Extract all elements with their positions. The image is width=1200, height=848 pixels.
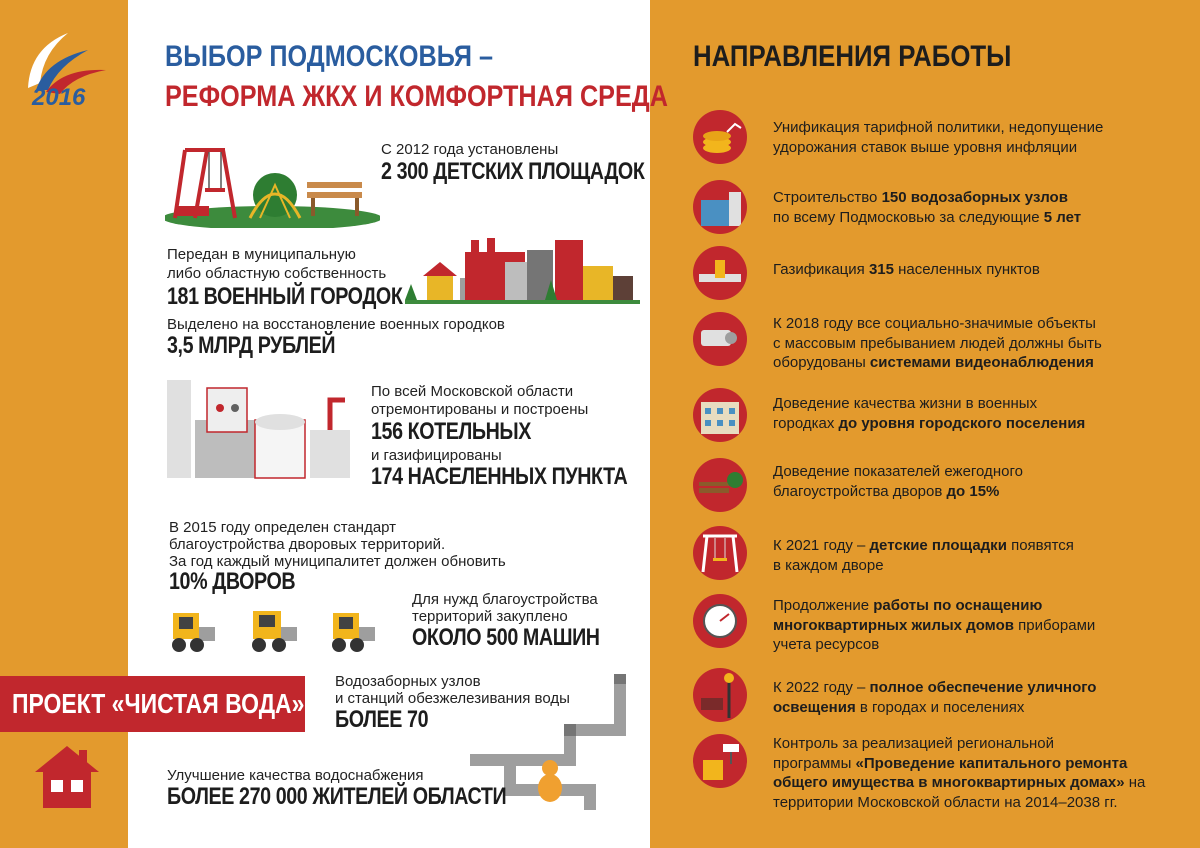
direction-item xyxy=(693,458,1193,516)
direction-text-segment: территории Московской области на 2014–2038 гг. xyxy=(773,793,1118,811)
direction-text-segment: на xyxy=(1124,774,1146,791)
yards-value: 10% ДВОРОВ xyxy=(169,568,296,595)
street-light-icon xyxy=(693,668,747,722)
direction-item xyxy=(693,312,1193,370)
direction-item xyxy=(693,110,1193,168)
boiler-illustration xyxy=(165,380,355,480)
direction-text-bold: до уровня городского поселения xyxy=(838,414,1086,432)
direction-text xyxy=(773,188,1173,227)
direction-text-segment: Доведение показателей ежегодного xyxy=(773,463,1023,480)
boilers-caption-2: отремонтированы и построены xyxy=(371,401,589,418)
direction-text-segment: К 2022 году – xyxy=(773,679,870,696)
boilers-value-2: 174 НАСЕЛЕННЫХ ПУНКТА xyxy=(371,463,628,490)
direction-text-bold: освещения xyxy=(773,698,856,716)
restoration-value: 3,5 МЛРД РУБЛЕЙ xyxy=(167,332,336,359)
direction-text-line xyxy=(773,208,1173,228)
direction-item xyxy=(693,180,1193,238)
water-nodes-caption-1: Водозаборных узлов xyxy=(335,673,481,690)
direction-text-segment: благоустройства дворов xyxy=(773,482,947,500)
direction-text-segment: в каждом дворе xyxy=(773,556,884,574)
direction-text-line xyxy=(773,536,1173,556)
direction-text-bold: 150 водозаборных узлов xyxy=(881,189,1068,206)
logo xyxy=(18,28,113,110)
direction-text-segment: с массовым пребыванием людей должны быть xyxy=(773,334,1102,352)
direction-text xyxy=(773,118,1173,157)
cctv-camera-icon xyxy=(693,312,747,366)
direction-text-line xyxy=(773,754,1173,774)
military-caption-2: либо областную собственность xyxy=(167,265,387,282)
direction-text xyxy=(773,314,1173,373)
yards-caption-2: благоустройства дворовых территорий. xyxy=(169,536,446,553)
direction-item xyxy=(693,668,1193,726)
direction-text-line xyxy=(773,334,1173,354)
coins-growth-icon xyxy=(693,110,747,164)
direction-text-line xyxy=(773,394,1173,414)
direction-text xyxy=(773,394,1173,433)
water-supply-value: БОЛЕЕ 270 000 ЖИТЕЛЕЙ ОБЛАСТИ xyxy=(167,783,507,810)
direction-text xyxy=(773,596,1173,655)
direction-text xyxy=(773,260,1173,280)
machines-caption-2: территорий закуплено xyxy=(412,608,568,625)
direction-text-line xyxy=(773,556,1173,576)
water-nodes-value: БОЛЕЕ 70 xyxy=(335,706,429,733)
direction-text-segment: приборами xyxy=(1013,616,1096,634)
direction-text-segment: Контроль за реализацией региональной xyxy=(773,735,1055,752)
logo-year: 2016 xyxy=(32,84,86,111)
direction-text-bold: 315 xyxy=(868,261,894,278)
direction-text-line xyxy=(773,138,1173,158)
water-supply-caption: Улучшение качества водоснабжения xyxy=(167,767,424,784)
boilers-caption-3: и газифицированы xyxy=(371,447,502,464)
project-banner-label: ПРОЕКТ «ЧИСТАЯ ВОДА» xyxy=(12,688,305,719)
direction-text xyxy=(773,462,1173,501)
direction-text-segment: К 2021 году – xyxy=(773,537,870,554)
direction-text-segment: по всему Подмосковью за следующие xyxy=(773,208,1044,226)
direction-text-bold: системами видеонаблюдения xyxy=(869,354,1094,371)
direction-text-line xyxy=(773,734,1173,754)
direction-text-segment: Доведение качества жизни в военных xyxy=(773,395,1038,412)
meter-gauge-icon xyxy=(693,594,747,648)
direction-text-segment: городках xyxy=(773,414,839,432)
direction-text-segment: в городах и поселениях xyxy=(855,698,1025,716)
military-value: 181 ВОЕННЫЙ ГОРОДОК xyxy=(167,283,403,310)
direction-item xyxy=(693,388,1193,446)
paint-roller-icon xyxy=(693,734,747,788)
direction-text-line xyxy=(773,118,1173,138)
direction-text-line xyxy=(773,596,1173,616)
direction-text-bold: 5 лет xyxy=(1043,208,1082,226)
page-title-line2: РЕФОРМА ЖКХ И КОМФОРТНАЯ СРЕДА xyxy=(165,80,668,113)
direction-text-line xyxy=(773,314,1173,334)
direction-text-line xyxy=(773,698,1173,718)
direction-text-line xyxy=(773,635,1173,655)
apartment-building-icon xyxy=(693,388,747,442)
direction-text-line xyxy=(773,260,1173,280)
direction-text-line xyxy=(773,482,1173,502)
direction-text-line xyxy=(773,462,1173,482)
gas-pipe-icon xyxy=(693,246,747,300)
direction-text-line xyxy=(773,414,1173,434)
direction-text-segment: Строительство xyxy=(773,189,882,206)
direction-text-segment: программы xyxy=(773,754,856,772)
direction-text-line xyxy=(773,678,1173,698)
water-intake-icon xyxy=(693,180,747,234)
direction-text-bold: до 15% xyxy=(946,482,1000,500)
direction-text xyxy=(773,536,1173,575)
city-illustration xyxy=(405,236,640,304)
page-title-line1: ВЫБОР ПОДМОСКОВЬЯ – xyxy=(165,40,493,73)
machines-caption-1: Для нужд благоустройства xyxy=(412,591,598,608)
direction-text-line xyxy=(773,793,1173,813)
playgrounds-caption: С 2012 года установлены xyxy=(381,141,559,158)
military-caption-1: Передан в муниципальную xyxy=(167,246,356,263)
swing-icon xyxy=(693,526,747,580)
project-banner xyxy=(0,676,305,732)
house-icon xyxy=(33,742,101,810)
direction-text-bold: общего имущества в многоквартирных домах» xyxy=(773,774,1125,791)
direction-text-segment: учета ресурсов xyxy=(773,636,880,653)
direction-item xyxy=(693,594,1193,652)
yards-caption-3: За год каждый муниципалитет должен обновить xyxy=(169,553,506,570)
direction-text-segment: появятся xyxy=(1006,537,1074,554)
direction-text-segment: Газификация xyxy=(773,261,869,278)
direction-text-bold: детские площадки xyxy=(869,537,1007,554)
directions-title: НАПРАВЛЕНИЯ РАБОТЫ xyxy=(693,40,1012,73)
direction-text-segment: К 2018 году все социально-значимые объекты xyxy=(773,315,1096,332)
direction-text-line xyxy=(773,616,1173,636)
header xyxy=(165,40,555,74)
direction-text-segment: оборудованы xyxy=(773,354,870,371)
direction-text xyxy=(773,734,1173,812)
direction-item xyxy=(693,246,1193,304)
restoration-caption: Выделено на восстановление военных городков xyxy=(167,316,505,333)
machines-value: ОКОЛО 500 МАШИН xyxy=(412,624,600,651)
direction-text-segment: населенных пунктов xyxy=(893,261,1040,278)
yards-caption-1: В 2015 году определен стандарт xyxy=(169,519,397,536)
boilers-caption-1: По всей Московской области xyxy=(371,383,574,400)
direction-text-line xyxy=(773,773,1173,793)
water-nodes-caption-2: и станций обезжелезивания воды xyxy=(335,690,570,707)
direction-text-segment: Унификация тарифной политики, недопущение xyxy=(773,119,1104,136)
direction-text-segment: удорожания ставок выше уровня инфляции xyxy=(773,138,1078,156)
direction-text-line xyxy=(773,353,1173,373)
loader-machines-illustration xyxy=(165,605,400,655)
playground-illustration xyxy=(165,140,380,228)
direction-text-bold: работы по оснащению xyxy=(873,597,1043,614)
direction-text xyxy=(773,678,1173,717)
direction-item xyxy=(693,526,1193,584)
playgrounds-value: 2 300 ДЕТСКИХ ПЛОЩАДОК xyxy=(381,158,645,185)
boilers-value-1: 156 КОТЕЛЬНЫХ xyxy=(371,418,532,445)
direction-text-segment: Продолжение xyxy=(773,597,874,614)
direction-item xyxy=(693,734,1193,811)
direction-text-bold: полное обеспечение уличного xyxy=(869,679,1097,696)
direction-text-line xyxy=(773,188,1173,208)
park-bench-icon xyxy=(693,458,747,512)
direction-text-bold: «Проведение капитального ремонта xyxy=(855,754,1128,772)
direction-text-bold: многоквартирных жилых домов xyxy=(773,616,1014,634)
